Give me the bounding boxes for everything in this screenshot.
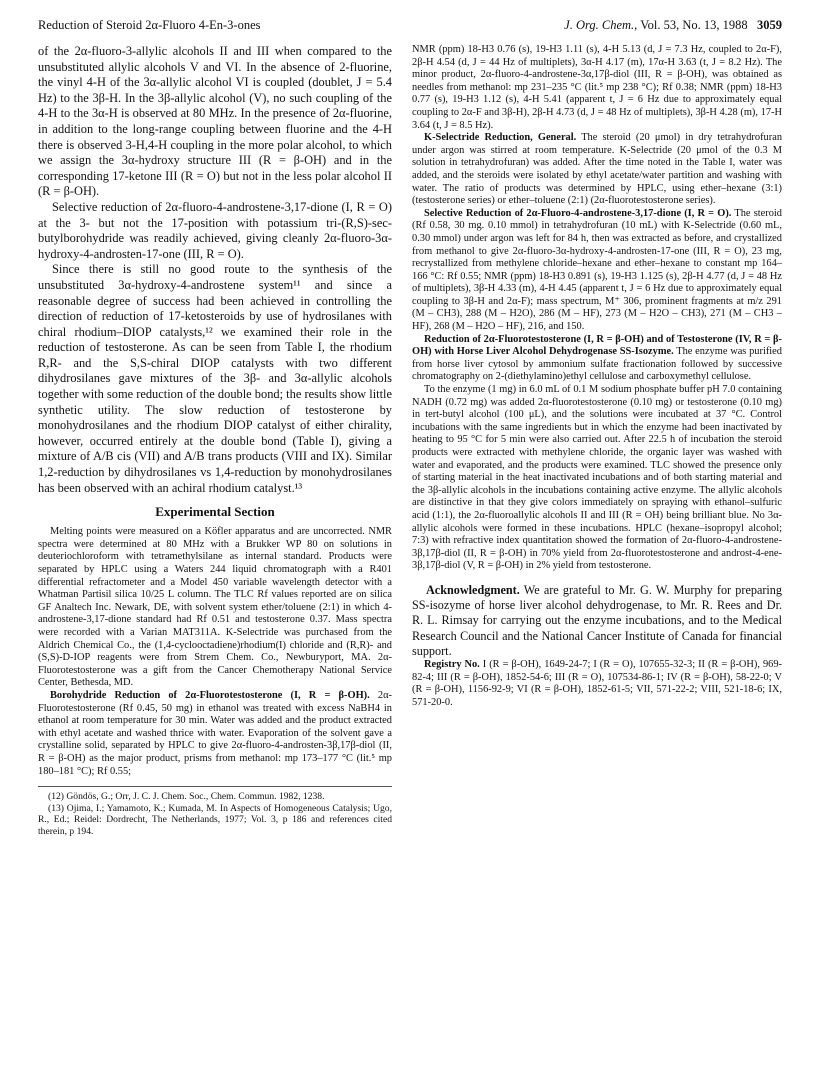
page-number: 3059 bbox=[757, 18, 782, 32]
footnotes bbox=[38, 786, 392, 837]
experimental-text-continued bbox=[412, 44, 782, 573]
page-header bbox=[38, 18, 782, 36]
left-column bbox=[38, 44, 392, 837]
acknowledgment-heading: Acknowledgment. bbox=[426, 582, 520, 597]
paragraph: NMR (ppm) 18-H3 0.76 (s), 19-H3 1.11 (s), 4-H 5.13 (d, J = 7.3 Hz, coupled to 2α-F), 2β-H 4.54 (d, J = 44 Hz of multiplets), 3α-H 4.17 (m), 17α-H 3.63 (t, J = 8.2 Hz). The minor product, 2α-fluoro-4-androstene-3α,17β-diol (III, R = β-OH), was obtained as needles from methanol: mp 231–235 °C (lit.⁵ mp 238 °C); Rf 0.38; NMR (ppm) 18-H3 0.77 (s), 19-H3 1.12 (s), 4-H 5.41 (apparent t, J = 6 Hz due to approximately equal coupling to 2α-F and 3β-H), 2β-H 4.73 (d, J = 48 Hz of multiplets), 3β-H 4.28 (m), 17-H 3.64 (t, J = 8.5 Hz). bbox=[412, 44, 782, 131]
paragraph: Selective reduction of 2α-fluoro-4-androstene-3,17-dione (I, R = O) at the 3- but not the 17-position with potassium tri-(R,S)-sec-butylborohydride was readily achieved, giving cleanly 2α-fluoro-3α-hydroxy-4-androsten-17-one (III, R = O). bbox=[38, 199, 392, 261]
paragraph: Borohydride Reduction of 2α-Fluorotestosterone (I, R = β-OH). 2α-Fluorotestosterone (Rf 0.45, 50 mg) in ethanol was treated with excess NaBH4 in ethanol at room temperature for 30 min. Water was added and the product extracted with ethyl acetate and washed thrice with water. Evaporation of the solvent gave a crystalline solid, separated by HPLC to give 2α-fluoro-4-androsten-3β,17β-diol (II, R = β-OH) as the major product, prisms from methanol: mp 173–177 °C (lit.⁵ mp 180–181 °C); Rf 0.55; bbox=[38, 689, 392, 777]
paragraph: Melting points were measured on a Köfler apparatus and are uncorrected. NMR spectra were determined at 80 MHz with a Brukker WP 80 on solutions in deuteriochloroform with tetramethylsilane as internal standard. Products were separated by HPLC using a Waters 244 liquid chromatograph with a R401 differential refractometer and a Model 450 variable wavelength detector with a Whatman Partisil silica 10/25 L column. The TLC Rf values reported are on silica GF Analtech Inc. Newark, DE, with solvent system ether/toluene (2:1) in which 4-androstene-3,17-dione standard had Rf 0.51 and testosterone 0.37. Mass spectra were recorded with a Varian MAT311A. K-Selectride was purchased from the Aldrich Chemical Co., the (1,4-cyclooctadiene)rhodium(I) chloride and (R,R)- and (S,S)-D-IOP reagents were from Strem Chem. Co., Newburyport, MA. 2α-Fluorotestosterone was a gift from the Cancer Chemotherapy National Service Center, Bethesda, MD. bbox=[38, 526, 392, 689]
discussion-text bbox=[38, 44, 392, 496]
paragraph: To the enzyme (1 mg) in 6.0 mL of 0.1 M sodium phosphate buffer pH 7.0 containing NADH (0.72 mg) was added 2α-fluorotestosterone (0.10 mg) or testosterone (0.10 mg) in tert-butyl alcohol (100 μL), and the solutions were incubated at 37 °C. Control incubations with the same ingredients but in which the enzyme had been inactivated by heating to 95 °C for 5 min were also carried out. After 22.5 h of incubation the steroid products were extracted with methylene chloride, the organic layer was washed with water and evaporated, and the products were examined. TLC showed the presence only of starting material in the heat inactivated incubations and of both starting material and the 3β-allylic alcohols in the incubations containing active enzyme. The allylic alcohols are distinctive in that they give colors immediately on spraying with ethanol–sulfuric acid (1:1), the 2α-fluoroallylic alcohols II and III (R = OH) being brilliant blue. No 3α-allylic alcohols were formed in these incubations. HPLC (hexane–isopropyl alcohol; 7:3) with refractive index quantitation showed the formation of 2α-fluoro-4-androstene-3β,17β-diol (II, R = β-OH) in 70% yield from 2α-fluorotestosterone and androst-4-ene-3β,17β-diol (V, R = β-OH) in 2% yield from testosterone. bbox=[412, 384, 782, 572]
run-in-heading: K-Selectride Reduction, General. bbox=[424, 132, 577, 144]
registry-numbers: Registry No. I (R = β-OH), 1649-24-7; I (R = O), 107655-32-3; II (R = β-OH), 969-82-4; III (R = β-OH), 1852-54-6; III (R = O), 107534-86-1; IV (R = β-OH), 58-22-0; V (R = β-OH), 1156-92-9; VI (R = β-OH), 1852-61-5; VII, 571-22-2; VIII, 521-18-6; IX, 571-20-0. bbox=[412, 658, 783, 708]
paragraph: Reduction of 2α-Fluorotestosterone (I, R = β-OH) and of Testosterone (IV, R = β-OH) with Horse Liver Alcohol Dehydrogenase SS-Isozyme. The enzyme was purified from horse liver cytosol by ammonium sulfate fractionation followed by successive chromatography on 2-(diethylamino)ethyl cellulose and carboxymethyl cellulose. bbox=[412, 333, 782, 383]
paragraph: of the 2α-fluoro-3-allylic alcohols II and III when compared to the unsubstituted allylic alcohols V and VI. In the absence of 2-fluorine, the vinyl 4-H of the 3α-allylic alcohol VI is coupled (doublet, J = 5.4 Hz) to the 3β-H. In the 3β-allylic alcohol (V), no such coupling of the 4-H to the 3α-H is observed at 80 MHz. In the presence of 2α-fluorine, in addition to the long-range coupling between fluorine and the 4-H there is observed 3-H,4-H coupling in the more polar alcohol, to which we assign the 3α-hydroxy structure III (R = β-OH) and in the corresponding 17-ketone III (R = O) but not in the less polar alcohol II (R = β-OH). bbox=[38, 44, 392, 199]
section-heading: Experimental Section bbox=[155, 504, 275, 520]
run-in-heading: Reduction of 2α-Fluorotestosterone (I, R = β-OH) and of Testosterone (IV, R = β-OH) with Horse Liver Alcohol Dehydrogenase SS-Isozyme. bbox=[412, 333, 782, 358]
run-in-heading: Selective Reduction of 2α-Fluoro-4-androstene-3,17-dione (I, R = O). bbox=[424, 207, 732, 219]
footnote: (13) Ojima, I.; Yamamoto, K.; Kumada, M. In Aspects of Homogeneous Catalysis; Ugo, R., Ed.; Reidel: Dordrecht, The Netherlands, 1977; Vol. 3, p 186 and references cited therein, p 194. bbox=[38, 802, 392, 837]
right-column bbox=[412, 44, 782, 709]
journal-name: J. Org. Chem., bbox=[564, 18, 638, 32]
paragraph: K-Selectride Reduction, General. The steroid (20 μmol) in dry tetrahydrofuran under argon was stirred at room temperature. K-Selectride (20 μmol of the 0.3 M solution in tetrahydrofuran) was added. After the time noted in the Table I, water was added, and the steroids were isolated by ethyl acetate/water partition and washing with water. The ratio of products was determined by HPLC, using ether–hexane (3:1) (testosterone series) or ether–toluene (2:1) (2α-fluorotestosterone series). bbox=[412, 132, 783, 207]
acknowledgment: Acknowledgment. We are grateful to Mr. G. W. Murphy for preparing SS-isozyme of horse liver alcohol dehydrogenase, to Mr. R. Rees and Dr. R. L. Rimsay for carrying out the enzyme incubations, and to the Medical Research Council and the National Cancer Institute of Canada for financial support. bbox=[412, 582, 782, 658]
footnote: (12) Göndös, G.; Orr, J. C. J. Chem. Soc., Chem. Commun. 1982, 1238. bbox=[48, 791, 325, 803]
paragraph: Since there is still no good route to the synthesis of the unsubstituted 3α-hydroxy-4-androstene system¹¹ and since a reasonable degree of success had been achieved in controlling the direction of reduction of 17-ketosteroids by use of hydrosilanes with chiral rhodium–DIOP catalysts,¹² we examined their role in the reduction of testosterone. As can be seen from Table I, the rhodium R,R- and the S,S-chiral DIOP catalysts with two different dihydrosilanes gave mixtures of the 3β- and 3α-allylic alcohols together with some reduction of the double bond; the results show little synthetic utility. The slow reduction of testosterone by monohydrosilanes and the rhodium DIOP catalyst of either chirality, however, occurred entirely at the double bond (Table I), giving a mixture of A/B cis (VII) and A/B trans products (VIII and IX). Similar 1,2-reduction by dihydrosilanes vs 1,4-reduction by monohydrosilanes has been observed with an achiral rhodium catalyst.¹³ bbox=[38, 262, 392, 495]
journal-volume: Vol. 53, No. 13, 1988 bbox=[640, 18, 748, 32]
registry-heading: Registry No. bbox=[424, 658, 480, 670]
experimental-text bbox=[38, 526, 392, 778]
run-in-heading: Borohydride Reduction of 2α-Fluorotestosterone (I, R = β-OH). bbox=[50, 689, 370, 701]
running-title: Reduction of Steroid 2α-Fluoro 4-En-3-ones bbox=[38, 18, 261, 32]
paragraph: Selective Reduction of 2α-Fluoro-4-androstene-3,17-dione (I, R = O). The steroid (Rf 0.58, 30 mg. 0.10 mmol) in tetrahydrofuran (10 mL) with K-Selectride (0.60 mL, 0.30 mmol) under argon was left for 84 h, then was extracted as before, and crystallized from methanol to give 2α-fluoro-3α-hydroxy-4-androsten-17-one (III, R = O), 23 mg, recrystallized from methylene chloride–hexane and ether–hexane to constant mp 164–166 °C: Rf 0.55; NMR (ppm) 18-H3 0.891 (s), 19-H3 1.125 (s), 2β-H 4.77 (d, J = 48 Hz of multiplets), 3β-H 4.33 (m), 4-H 4.45 (apparent t, J = 6 Hz due to approximately equal coupling to 3β-H and 2α-F); mass spectrum, M⁺ 306, prominent fragments at m/z 291 (M – CH3), 288 (M – H2O), 286 (M – HF), 273 (M – H2O – CH3), 271 (M – CH3 – HF), 268 (M – H2O – HF), 216, and 150. bbox=[412, 207, 782, 333]
journal-citation bbox=[564, 18, 782, 33]
